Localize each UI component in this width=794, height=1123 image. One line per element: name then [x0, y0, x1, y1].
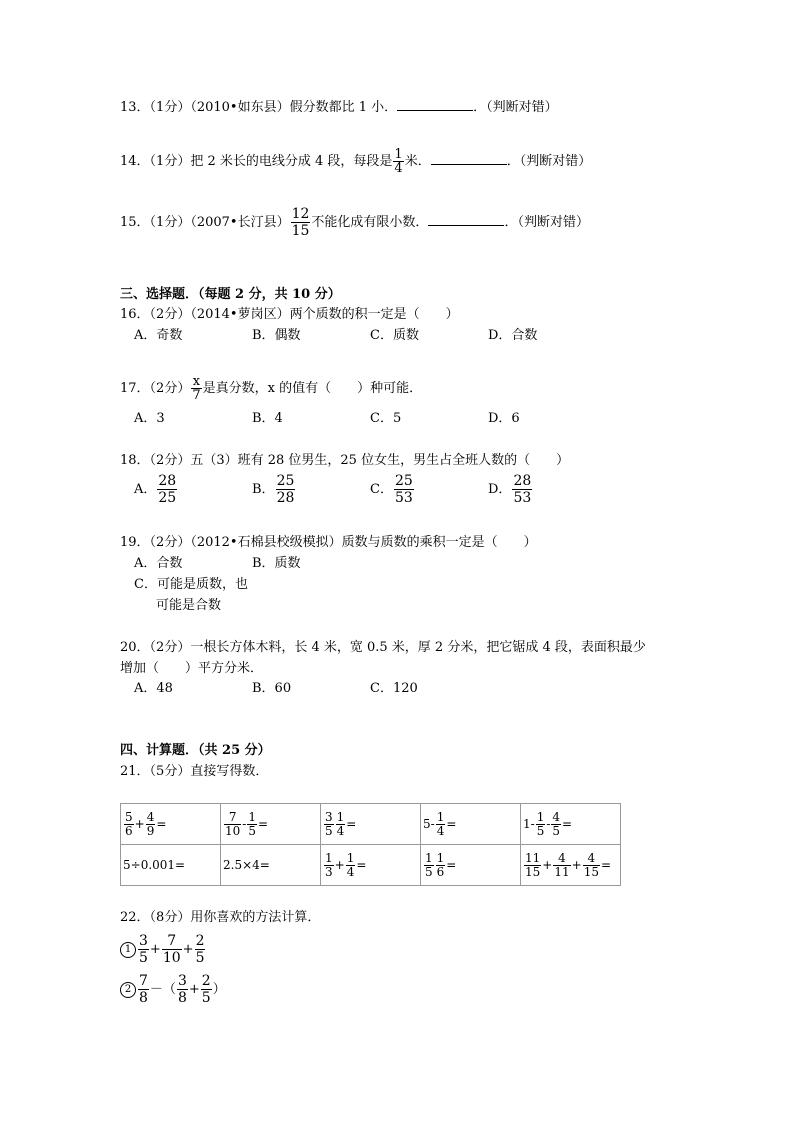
q18-option-a-fraction: $\frac{28}{25}$ [158, 473, 177, 506]
q13-source: （2010•如东县） [190, 100, 290, 115]
calc-cell[interactable]: $\frac{7}{10}$ - $\frac{1}{5}$ = [221, 804, 321, 845]
q18-option-c-label: C． [370, 482, 393, 497]
q17-fraction: $\frac{x}{7}$ [192, 374, 201, 403]
q18-option-c[interactable] [370, 473, 415, 506]
q16-option-b[interactable]: B．偶数 [252, 328, 301, 343]
q17-number: 17．（2分） [120, 381, 191, 396]
mental-math-table [120, 803, 621, 886]
question-15 [120, 206, 589, 239]
q18-option-b-fraction: $\frac{25}{28}$ [276, 473, 295, 506]
calc-cell[interactable]: $\frac{1}{5}$ $\frac{1}{6}$ = [421, 845, 521, 886]
q20-option-b[interactable]: B．60 [252, 681, 292, 696]
q14-answer-blank[interactable] [431, 152, 507, 165]
q22-expression-1: 1 $\frac{3}{5}$ + $\frac{7}{10}$ + $\frac{2}{5}$ [120, 933, 206, 966]
calc-cell[interactable]: $\frac{11}{15}$ + $\frac{4}{11}$ + $\frac{4}{15}$ = [521, 845, 621, 886]
table-row [121, 845, 621, 886]
q18-option-b-label: B． [252, 482, 275, 497]
q15-text: 不能化成有限小数． [311, 215, 429, 230]
q17-text: 是真分数，x 的值有（ ）种可能． [202, 381, 423, 396]
q20-option-c[interactable]: C．120 [370, 681, 418, 696]
question-21: 21．（5分）直接写得数． [120, 764, 269, 779]
calc-cell[interactable]: $\frac{1}{3}$ + $\frac{1}{4}$ = [321, 845, 421, 886]
q22-expression-2: 2 $\frac{7}{8}$ －（ $\frac{3}{8}$ + $\frac{2}{5}$ ） [120, 973, 226, 1006]
calc-cell[interactable]: $\frac{5}{6}$ + $\frac{4}{9}$ = [121, 804, 221, 845]
q13-text: 假分数都比 1 小． [289, 100, 398, 115]
q14-number: 14． [120, 154, 150, 169]
question-13 [120, 98, 558, 116]
q16-option-a[interactable]: A．奇数 [134, 328, 183, 343]
q15-fraction: $\frac{12}{15}$ [291, 206, 310, 239]
q18-option-d-label: D． [488, 482, 512, 497]
q18-option-c-fraction: $\frac{25}{53}$ [394, 473, 413, 506]
q14-text-a: 把 2 米长的电线分成 4 段，每段是 [190, 154, 393, 169]
question-20-line1: 20．（2分）一根长方体木料，长 4 米，宽 0.5 米，厚 2 分米，把它锯成 4 段，表面积最少 [120, 640, 646, 655]
q13-tail: ．（判断对错） [473, 100, 558, 115]
q15-source: （2007•长汀县） [190, 215, 290, 230]
q18-option-a-label: A． [134, 482, 157, 497]
q17-option-b[interactable]: B．4 [252, 411, 283, 426]
q15-number: 15． [120, 215, 150, 230]
q13-answer-blank[interactable] [397, 98, 473, 111]
q19-option-c-line2: 可能是合数 [156, 598, 222, 613]
q16-option-c[interactable]: C．质数 [370, 328, 419, 343]
q19-option-c-line1: C．可能是质数，也 [134, 577, 248, 592]
q13-number: 13． [120, 100, 150, 115]
question-18: 18．（2分）五（3）班有 28 位男生，25 位女生，男生占全班人数的（ ） [120, 453, 570, 468]
calc-cell[interactable]: $\frac{3}{5}$ $\frac{1}{4}$ = [321, 804, 421, 845]
section-3-heading: 三、选择题．（每题 2 分，共 10 分） [120, 287, 341, 302]
circled-number-1: 1 [120, 942, 136, 958]
q17-option-d[interactable]: D．6 [488, 411, 520, 426]
q14-score: （1分） [149, 154, 191, 169]
q20-option-a[interactable]: A．48 [134, 681, 173, 696]
calc-cell[interactable]: 2.5×4= [221, 845, 321, 886]
q17-option-c[interactable]: C．5 [370, 411, 402, 426]
question-20-line2: 增加（ ）平方分米． [120, 661, 264, 676]
q14-tail: ．（判断对错） [506, 154, 592, 169]
q18-option-b[interactable] [252, 473, 296, 506]
question-16: 16．（2分）（2014•萝岗区）两个质数的积一定是（ ） [120, 307, 459, 322]
question-14 [120, 148, 591, 175]
calc-cell[interactable]: 5- $\frac{1}{4}$ = [421, 804, 521, 845]
calc-cell[interactable]: 1- $\frac{1}{5}$ - $\frac{4}{5}$ = [521, 804, 621, 845]
q18-option-d[interactable] [488, 473, 533, 506]
q18-option-a[interactable] [134, 473, 178, 506]
circled-number-2: 2 [120, 982, 136, 998]
question-19: 19．（2分）（2012•石棉县校级模拟）质数与质数的乘积一定是（ ） [120, 535, 537, 550]
calc-cell[interactable]: 5÷0.001= [121, 845, 221, 886]
table-row [121, 804, 621, 845]
q14-fraction: $\frac{1}{4}$ [394, 147, 403, 176]
q19-option-c[interactable] [134, 577, 248, 614]
q15-tail: ．（判断对错） [504, 215, 589, 230]
q14-text-b: 米． [404, 154, 431, 169]
q16-option-d[interactable]: D．合数 [488, 328, 538, 343]
q19-option-b[interactable]: B．质数 [252, 556, 301, 571]
q13-score: （1分） [149, 100, 191, 115]
section-4-heading: 四、计算题．（共 25 分） [120, 743, 271, 758]
q15-answer-blank[interactable] [428, 213, 504, 226]
q17-option-a[interactable]: A．3 [134, 411, 165, 426]
q15-score: （1分） [149, 215, 191, 230]
q18-option-d-fraction: $\frac{28}{53}$ [513, 473, 532, 506]
question-22: 22．（8分）用你喜欢的方法计算． [120, 910, 321, 925]
q19-option-a[interactable]: A．合数 [134, 556, 183, 571]
question-17 [120, 375, 422, 402]
